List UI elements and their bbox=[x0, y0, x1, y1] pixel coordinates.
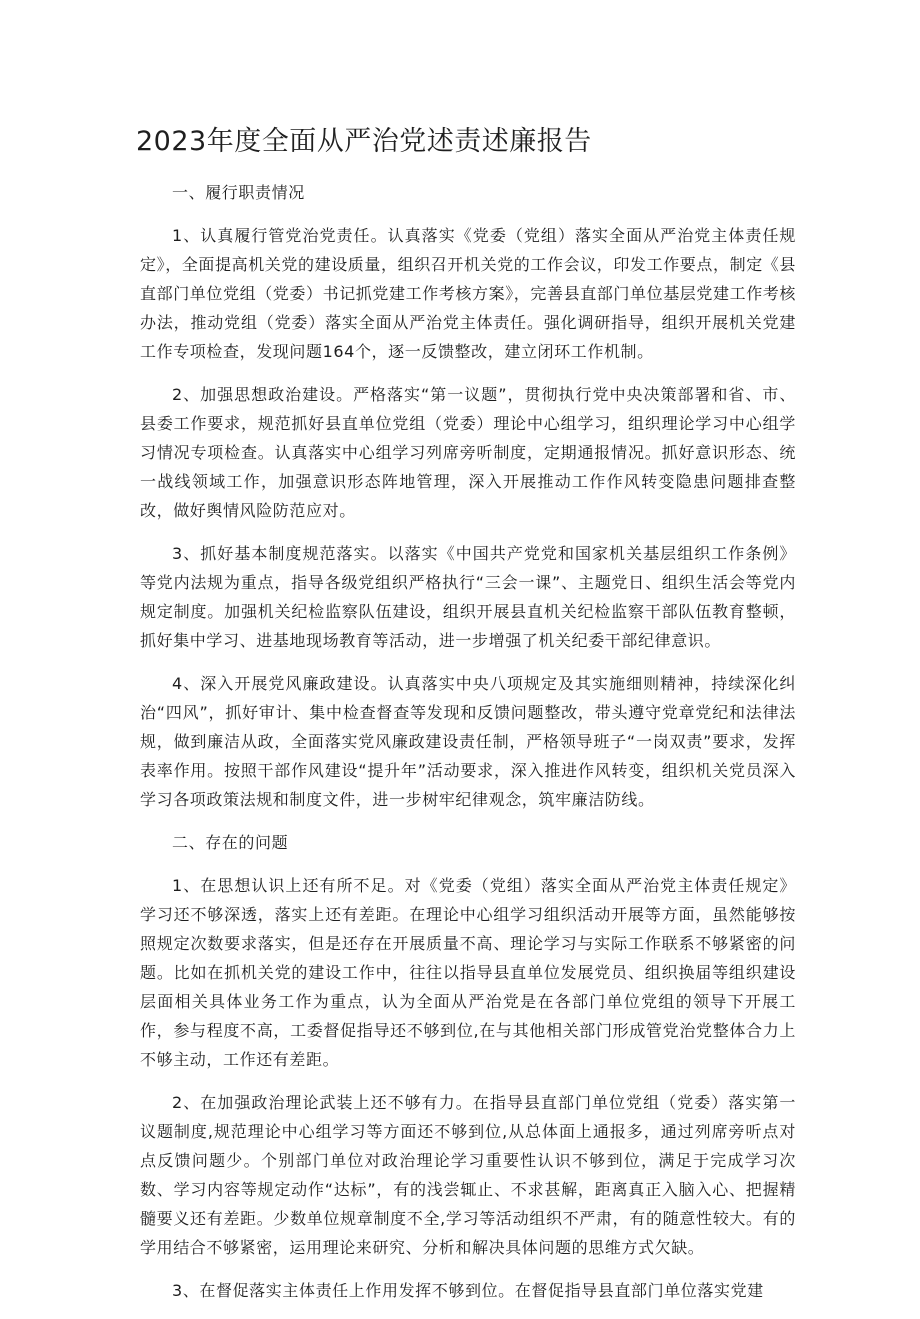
paragraph: 1、认真履行管党治党责任。认真落实《党委（党组）落实全面从严治党主体责任规定》，全面提高机关党的建设质量，组织召开机关党的工作会议，印发工作要点，制定《县直部门单位党组（党委）书记抓党建工作考核方案》，完善县直部门单位基层党建工作考核办法，推动党组（党委）落实全面从严治党主体责任。强化调研指导，组织开展机关党建工作专项检查，发现问题164个，逐一反馈整改，建立闭环工作机制。 bbox=[140, 226, 797, 361]
paragraph: 3、在督促落实主体责任上作用发挥不够到位。在督促指导县直部门单位落实党建 bbox=[172, 1281, 764, 1300]
paragraph: 1、在思想认识上还有所不足。对《党委（党组）落实全面从严治党主体责任规定》学习还不够深透，落实上还有差距。在理论中心组学习组织活动开展等方面，虽然能够按照规定次数要求落实，但是还存在开展质量不高、理论学习与实际工作联系不够紧密的问题。比如在抓机关党的建设工作中，往往以指导县直单位发展党员、组织换届等组织建设层面相关具体业务工作为重点，认为全面从严治党是在各部门单位党组的领导下开展工作，参与程度不高，工委督促指导还不够到位,在与其他相关部门形成管党治党整体合力上不够主动，工作还有差距。 bbox=[140, 876, 796, 1069]
page-title: 2023年度全面从严治党述责述廉报告 bbox=[136, 126, 592, 157]
section-heading-duties: 一、履行职责情况 bbox=[172, 183, 305, 202]
paragraph: 3、抓好基本制度规范落实。以落实《中国共产党党和国家机关基层组织工作条例》等党内法规为重点，指导各级党组织严格执行“三会一课”、主题党日、组织生活会等党内规定制度。加强机关纪检监察队伍建设，组织开展县直机关纪检监察干部队伍教育整顿，抓好集中学习、进基地现场教育等活动，进一步增强了机关纪委干部纪律意识。 bbox=[140, 544, 796, 650]
paragraph: 4、深入开展党风廉政建设。认真落实中央八项规定及其实施细则精神，持续深化纠治“四风”，抓好审计、集中检查督查等发现和反馈问题整改，带头遵守党章党纪和法律法规，做到廉洁从政，全面落实党风廉政建设责任制，严格领导班子“一岗双责”要求，发挥表率作用。按照干部作风建设“提升年”活动要求，深入推进作风转变，组织机关党员深入学习各项政策法规和制度文件，进一步树牢纪律观念，筑牢廉洁防线。 bbox=[140, 674, 796, 809]
paragraph: 2、加强思想政治建设。严格落实“第一议题”，贯彻执行党中央决策部署和省、市、县委工作要求，规范抓好县直单位党组（党委）理论中心组学习，组织理论学习中心组学习情况专项检查。认真落实中心组学习列席旁听制度，定期通报情况。抓好意识形态、统一战线领域工作，加强意识形态阵地管理，深入开展推动工作作风转变隐患问题排查整改，做好舆情风险防范应对。 bbox=[140, 385, 796, 520]
paragraph: 2、在加强政治理论武装上还不够有力。在指导县直部门单位党组（党委）落实第一议题制度,规范理论中心组学习等方面还不够到位,从总体面上通报多，通过列席旁听点对点反馈问题少。个别部门单位对政治理论学习重要性认识不够到位，满足于完成学习次数、学习内容等规定动作“达标”，有的浅尝辄止、不求甚解，距离真正入脑入心、把握精髓要义还有差距。少数单位规章制度不全,学习等活动组织不严肃，有的随意性较大。有的学用结合不够紧密，运用理论来研究、分析和解决具体问题的思维方式欠缺。 bbox=[140, 1093, 796, 1257]
section-heading-problems: 二、存在的问题 bbox=[172, 833, 289, 852]
document-body bbox=[140, 178, 796, 1319]
